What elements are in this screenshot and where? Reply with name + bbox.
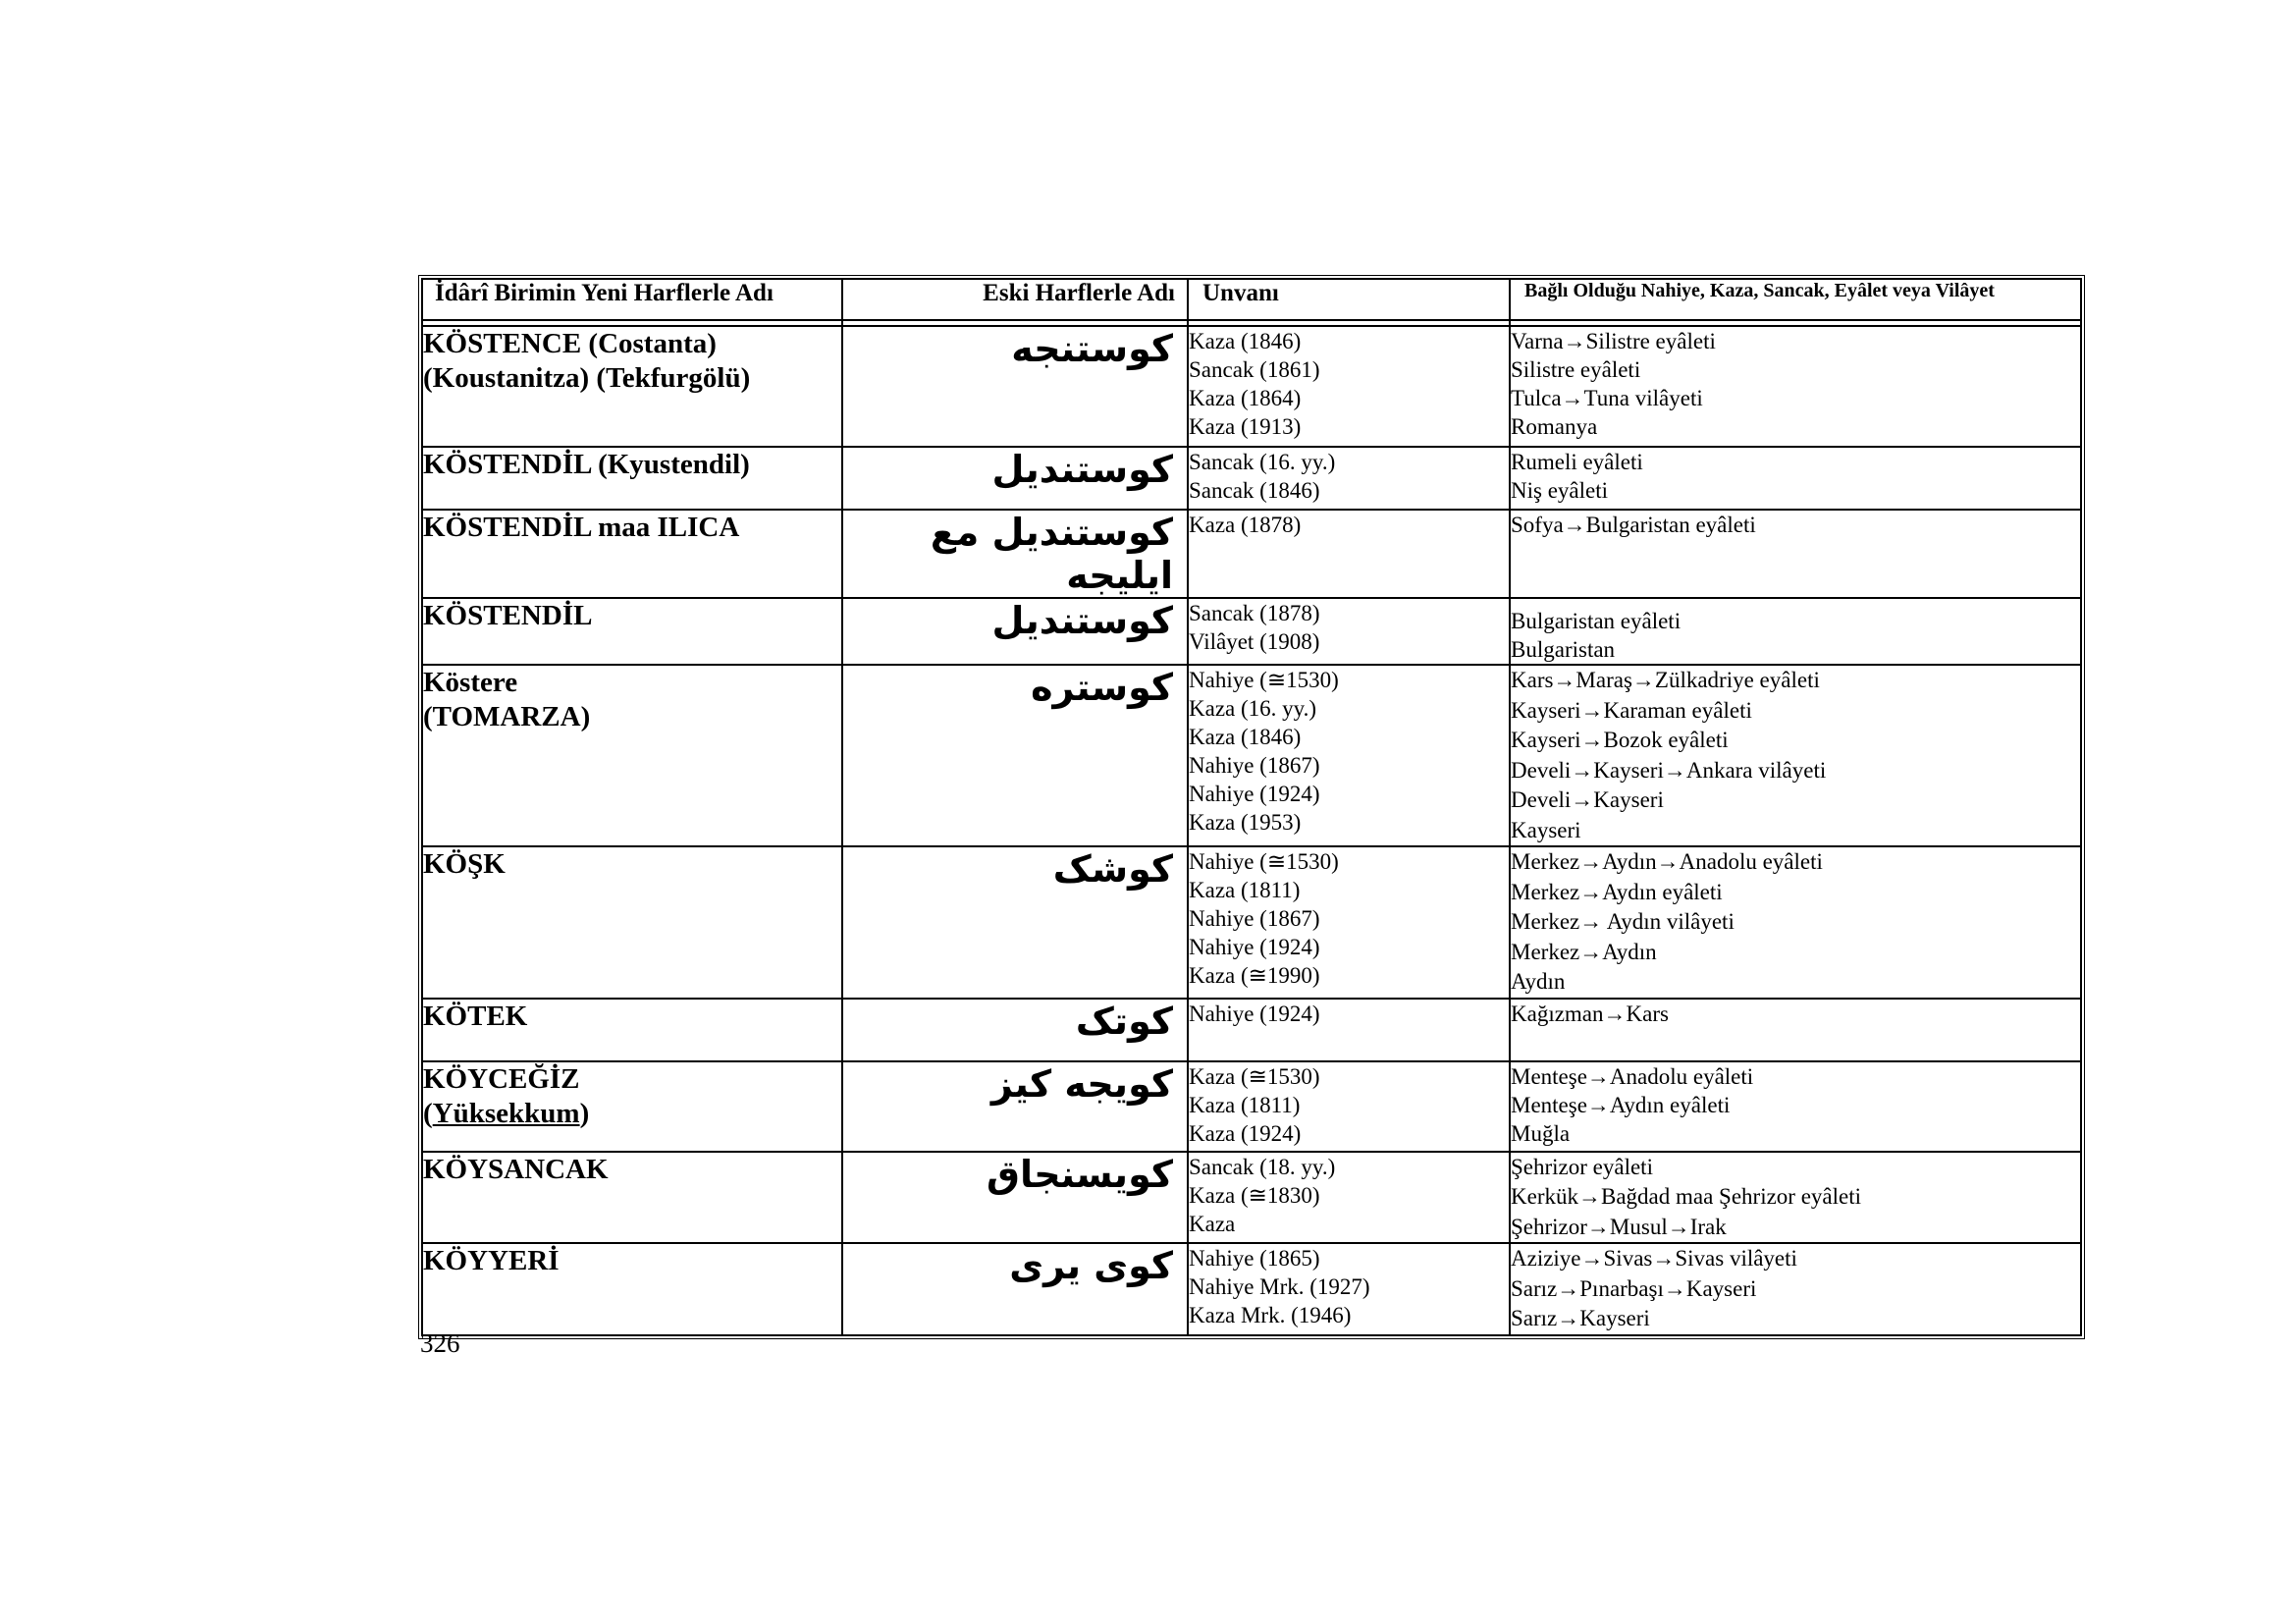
list-item: Aydın: [1511, 969, 1566, 994]
list-item: Nahiye (1867): [1189, 753, 1320, 778]
list-item: Kaza (1846): [1189, 329, 1302, 353]
table-row: [422, 999, 2081, 1061]
list-item: Şehrizor→Musul→Irak: [1511, 1214, 1727, 1239]
unit-name: KÖSTENCE (Costanta) (Koustanitza) (Tekfurgölü): [422, 326, 842, 447]
header-title: Unvanı: [1188, 279, 1510, 320]
list-item: Bulgaristan eyâleti: [1511, 609, 1682, 633]
unit-name: KÖSTENDİL maa ILICA: [422, 510, 842, 598]
list-item: Kaza (16. yy.): [1189, 696, 1317, 721]
admin-units-table-frame: [418, 275, 2077, 1339]
list-item: Kerkük→Bağdad maa Şehrizor eyâleti: [1511, 1184, 1862, 1209]
list-item: Kars→Maraş→Zülkadriye eyâleti: [1511, 668, 1820, 692]
unit-titles: [1188, 999, 1510, 1061]
list-item: Silistre eyâleti: [1511, 357, 1641, 382]
unit-old-name: كويسنجاق: [842, 1152, 1188, 1244]
unit-parents: [1510, 999, 2081, 1061]
unit-titles: [1188, 1243, 1510, 1335]
list-item: Develi→Kayseri: [1511, 787, 1664, 812]
list-item: Kaza Mrk. (1946): [1189, 1303, 1352, 1327]
list-item: Kaza (1878): [1189, 513, 1302, 537]
table-header-row: [422, 279, 2081, 320]
list-item: Nahiye (1924): [1189, 782, 1320, 806]
table-row: [422, 1243, 2081, 1335]
list-item: Kaza (≅1830): [1189, 1182, 1320, 1208]
list-item: Nahiye (≅1530): [1189, 849, 1339, 874]
unit-name: KÖTEK: [422, 999, 842, 1061]
list-item: Sofya→Bulgaristan eyâleti: [1511, 513, 1756, 537]
list-item: Kaza (1924): [1189, 1120, 1302, 1146]
list-item: Nahiye (1924): [1189, 935, 1320, 959]
unit-name: KÖYCEĞİZ (Yüksekkum): [422, 1061, 842, 1152]
list-item: Nahiye (1865): [1189, 1246, 1320, 1271]
list-item: Kaza (1953): [1189, 810, 1302, 835]
list-item: Merkez→Aydın eyâleti: [1511, 879, 1723, 904]
list-item: Kaza: [1189, 1211, 1236, 1236]
unit-titles: [1188, 598, 1510, 665]
unit-old-name: كوستنديل: [842, 598, 1188, 665]
list-item: Kayseri→Bozok eyâleti: [1511, 728, 1729, 752]
unit-old-name: كوى يرى: [842, 1243, 1188, 1335]
unit-parents: [1510, 1152, 2081, 1244]
list-item: Sarız→Pınarbaşı→Kayseri: [1511, 1275, 1757, 1301]
unit-titles: [1188, 1061, 1510, 1152]
list-item: Bulgaristan: [1511, 637, 1616, 662]
list-item: Kaza (1811): [1189, 878, 1301, 902]
list-item: Şehrizor eyâleti: [1511, 1154, 1653, 1179]
list-item: Nahiye (1867): [1189, 906, 1320, 931]
admin-units-table: [418, 275, 2085, 1339]
unit-parents: [1510, 447, 2081, 510]
unit-titles: [1188, 326, 1510, 447]
list-item: Sancak (16. yy.): [1189, 450, 1336, 474]
unit-name-underlined: Yüksekkum: [432, 1097, 580, 1129]
list-item: Kaza (1913): [1189, 414, 1302, 439]
unit-parents: [1510, 665, 2081, 846]
table-row: [422, 1152, 2081, 1244]
unit-parents: [1510, 1243, 2081, 1335]
list-item: Kayseri: [1511, 817, 1581, 842]
table-row: [422, 846, 2081, 999]
unit-old-name: كويجه كيز: [842, 1061, 1188, 1152]
list-item: Varna→Silistre eyâleti: [1511, 329, 1716, 353]
page-number: 326: [420, 1328, 460, 1358]
list-item: Sancak (1846): [1189, 478, 1320, 503]
list-item: Kaza (1864): [1189, 386, 1302, 410]
unit-old-name: كوستره: [842, 665, 1188, 846]
unit-old-name: كوستنديل مع ايليجه: [842, 510, 1188, 598]
list-item: Aziziye→Sivas→Sivas vilâyeti: [1511, 1246, 1797, 1271]
table-row: [422, 665, 2081, 846]
unit-parents: [1510, 510, 2081, 598]
unit-name: KÖYYERİ: [422, 1243, 842, 1335]
list-item: Muğla: [1511, 1120, 1571, 1146]
unit-parents: [1510, 846, 2081, 999]
unit-titles: [1188, 846, 1510, 999]
list-item: Nahiye (≅1530): [1189, 668, 1339, 692]
table-row: [422, 447, 2081, 510]
list-item: Sancak (1878): [1189, 601, 1320, 625]
unit-name: KÖYSANCAK: [422, 1152, 842, 1244]
unit-old-name: كوستنديل: [842, 447, 1188, 510]
unit-name: Köstere (TOMARZA): [422, 665, 842, 846]
unit-titles: [1188, 665, 1510, 846]
table-row: [422, 1061, 2081, 1152]
list-item: Tulca→Tuna vilâyeti: [1511, 386, 1703, 410]
table-row: [422, 326, 2081, 447]
header-new-name: İdârî Birimin Yeni Harflerle Adı: [422, 279, 842, 320]
header-parent: Bağlı Olduğu Nahiye, Kaza, Sancak, Eyâlet veya Vilâyet: [1510, 279, 2081, 320]
list-item: Kayseri→Karaman eyâleti: [1511, 697, 1752, 723]
list-item: Sancak (1861): [1189, 357, 1320, 382]
list-item: Kaza (≅1530): [1189, 1063, 1320, 1089]
list-item: Nahiye (1924): [1189, 1001, 1320, 1026]
list-item: Merkez→Aydın: [1511, 939, 1657, 964]
unit-titles: [1188, 510, 1510, 598]
unit-titles: [1188, 1152, 1510, 1244]
list-item: Menteşe→Aydın eyâleti: [1511, 1092, 1731, 1117]
list-item: Rumeli eyâleti: [1511, 450, 1643, 474]
list-item: Vilâyet (1908): [1189, 629, 1320, 654]
unit-parents: [1510, 1061, 2081, 1152]
unit-parents: [1510, 326, 2081, 447]
list-item: Kaza (1811): [1189, 1092, 1301, 1117]
table-row: [422, 510, 2081, 598]
list-item: Niş eyâleti: [1511, 478, 1608, 503]
list-item: Romanya: [1511, 414, 1598, 439]
list-item: Develi→Kayseri→Ankara vilâyeti: [1511, 757, 1827, 783]
unit-titles: [1188, 447, 1510, 510]
list-item: Kağızman→Kars: [1511, 1001, 1669, 1026]
table-row: [422, 598, 2081, 665]
list-item: Sancak (18. yy.): [1189, 1154, 1336, 1179]
list-item: Merkez→Aydın→Anadolu eyâleti: [1511, 849, 1823, 874]
list-item: Nahiye Mrk. (1927): [1189, 1274, 1370, 1299]
unit-old-name: كوشک: [842, 846, 1188, 999]
list-item: Kaza (≅1990): [1189, 963, 1320, 988]
unit-old-name: كوتک: [842, 999, 1188, 1061]
list-item: Menteşe→Anadolu eyâleti: [1511, 1063, 1754, 1089]
list-item: Merkez→ Aydın vilâyeti: [1511, 909, 1735, 934]
header-old-name: Eski Harflerle Adı: [842, 279, 1188, 320]
unit-parents: [1510, 598, 2081, 665]
unit-old-name: كوستنجه: [842, 326, 1188, 447]
unit-name: KÖŞK: [422, 846, 842, 999]
list-item: Kaza (1846): [1189, 725, 1302, 749]
list-item: Sarız→Kayseri: [1511, 1306, 1650, 1330]
unit-name: KÖSTENDİL (Kyustendil): [422, 447, 842, 510]
unit-name: KÖSTENDİL: [422, 598, 842, 665]
